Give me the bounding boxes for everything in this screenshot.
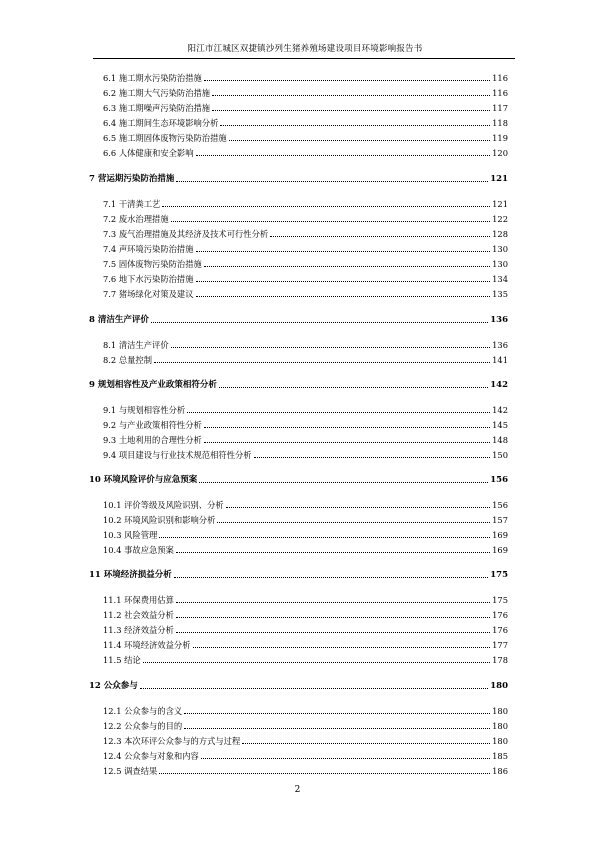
- toc-entry-page: 180: [492, 721, 508, 731]
- toc-dot-leader: [159, 773, 490, 774]
- toc-dot-leader: [212, 95, 490, 96]
- toc-section-entry[interactable]: [103, 607, 508, 621]
- toc-section-entry[interactable]: [103, 512, 508, 526]
- toc-entry-page: 136: [490, 315, 508, 325]
- toc-entry-label: 6.4 施工期间生态环境影响分析: [103, 118, 219, 128]
- toc-entry-page: 169: [492, 530, 508, 540]
- toc-entry-label: 7 营运期污染防治措施: [89, 174, 175, 184]
- toc-section-entry[interactable]: [103, 241, 508, 255]
- toc-section-entry[interactable]: [103, 256, 508, 270]
- toc-entry-page: 186: [492, 766, 508, 776]
- toc-section-entry[interactable]: [103, 703, 508, 717]
- toc-entry-label: 12.2 公众参与的目的: [103, 721, 183, 731]
- toc-entry-label: 10.2 环境风险识别和影响分析: [103, 515, 216, 525]
- page-number: 2: [294, 785, 301, 795]
- toc-entry-page: 177: [492, 640, 508, 650]
- toc-dot-leader: [219, 387, 488, 388]
- toc-entry-page: 176: [492, 610, 508, 620]
- toc-dot-leader: [159, 537, 490, 538]
- toc-section-entry[interactable]: [103, 226, 508, 240]
- toc-section-entry[interactable]: [103, 447, 508, 461]
- toc-entry-label: 12.4 公众参与对象和内容: [103, 751, 199, 761]
- toc-dot-leader: [171, 347, 491, 348]
- toc-section-entry[interactable]: [103, 337, 508, 351]
- toc-entry-page: 142: [492, 405, 508, 415]
- toc-entry-label: 6.3 施工期噪声污染防治措施: [103, 103, 211, 113]
- toc-dot-leader: [204, 266, 490, 267]
- toc-entry-page: 136: [492, 340, 508, 350]
- toc-chapter-entry[interactable]: [89, 567, 508, 581]
- toc-entry-label: 9.2 与产业政策相符性分析: [103, 420, 202, 430]
- toc-entry-label: 8.2 总量控制: [103, 355, 153, 365]
- toc-entry-page: 148: [492, 435, 508, 445]
- toc-section-entry[interactable]: [103, 286, 508, 300]
- toc-entry-page: 128: [492, 229, 508, 239]
- toc-section-entry[interactable]: [103, 196, 508, 210]
- toc-section-entry[interactable]: [103, 542, 508, 556]
- toc-dot-leader: [143, 662, 490, 663]
- toc-entry-page: 122: [492, 214, 508, 224]
- toc-entry-page: 117: [492, 103, 508, 113]
- toc-entry-page: 180: [492, 736, 508, 746]
- toc-entry-label: 10 环境风险评价与应急预案: [89, 475, 198, 485]
- toc-dot-leader: [226, 507, 490, 508]
- toc-entry-page: 145: [492, 420, 508, 430]
- toc-section-entry[interactable]: [103, 497, 508, 511]
- toc-entry-label: 11.4 环境经济效益分析: [103, 640, 191, 650]
- toc-section-entry[interactable]: [103, 718, 508, 732]
- toc-entry-label: 10.4 事故应急预案: [103, 545, 174, 555]
- toc-entry-label: 7.1 干清粪工艺: [103, 199, 161, 209]
- toc-dot-leader: [162, 206, 490, 207]
- toc-entry-page: 121: [490, 174, 508, 184]
- toc-entry-label: 8.1 清洁生产评价: [103, 340, 169, 350]
- toc-entry-page: 118: [492, 118, 508, 128]
- toc-entry-label: 12.1 公众参与的含义: [103, 706, 183, 716]
- toc-dot-leader: [220, 125, 490, 126]
- toc-entry-page: 116: [492, 73, 508, 83]
- toc-entry-label: 9.3 土地利用的合理性分析: [103, 435, 202, 445]
- toc-entry-label: 6.6 人体健康和安全影响: [103, 148, 194, 158]
- toc-section-entry[interactable]: [103, 763, 508, 777]
- toc-entry-page: 142: [490, 380, 508, 390]
- toc-dot-leader: [196, 296, 491, 297]
- toc-dot-leader: [196, 281, 491, 282]
- toc-entry-page: 120: [492, 148, 508, 158]
- toc-dot-leader: [184, 713, 490, 714]
- toc-entry-label: 12.3 本次环评公众参与的方式与过程: [103, 736, 241, 746]
- toc-dot-leader: [199, 482, 488, 483]
- toc-entry-label: 11.1 环保费用估算: [103, 595, 174, 605]
- toc-section-entry[interactable]: [103, 115, 508, 129]
- toc-dot-leader: [196, 155, 491, 156]
- toc-section-entry[interactable]: [103, 417, 508, 431]
- toc-dot-leader: [151, 322, 488, 323]
- toc-dot-leader: [204, 442, 490, 443]
- toc-entry-page: 175: [490, 570, 508, 580]
- toc-dot-leader: [174, 577, 488, 578]
- toc-entry-label: 7.6 地下水污染防治措施: [103, 274, 194, 284]
- toc-section-entry[interactable]: [103, 85, 508, 99]
- toc-entry-page: 156: [490, 475, 508, 485]
- toc-entry-label: 8 清洁生产评价: [89, 315, 149, 325]
- toc-entry-page: 180: [492, 706, 508, 716]
- toc-entry-label: 7.4 声环境污染防治措施: [103, 244, 194, 254]
- toc-entry-label: 12.5 调查结果: [103, 766, 158, 776]
- toc-section-entry[interactable]: [103, 733, 508, 747]
- toc-dot-leader: [229, 140, 490, 141]
- toc-entry-label: 11.5 结论: [103, 655, 141, 665]
- toc-dot-leader: [176, 181, 488, 182]
- toc-section-entry[interactable]: [103, 211, 508, 225]
- toc-section-entry[interactable]: [103, 527, 508, 541]
- toc-dot-leader: [176, 632, 490, 633]
- toc-dot-leader: [217, 522, 490, 523]
- toc-entry-label: 11 环境经济损益分析: [89, 570, 172, 580]
- toc-entry-page: 134: [492, 274, 508, 284]
- toc-entry-label: 11.2 社会效益分析: [103, 610, 174, 620]
- toc-chapter-entry[interactable]: [89, 312, 508, 326]
- toc-entry-page: 156: [492, 500, 508, 510]
- toc-entry-label: 10.3 风险管理: [103, 530, 158, 540]
- toc-section-entry[interactable]: [103, 748, 508, 762]
- toc-section-entry[interactable]: [103, 352, 508, 366]
- toc-section-entry[interactable]: [103, 652, 508, 666]
- toc-entry-label: 7.2 废水治理措施: [103, 214, 169, 224]
- toc-entry-page: 130: [492, 259, 508, 269]
- toc-entry-page: 141: [492, 355, 508, 365]
- toc-dot-leader: [176, 602, 490, 603]
- toc-section-entry[interactable]: [103, 130, 508, 144]
- toc-entry-label: 7.3 废气治理措施及其经济及技术可行性分析: [103, 229, 269, 239]
- toc-dot-leader: [204, 80, 490, 81]
- toc-dot-leader: [176, 617, 490, 618]
- toc-dot-leader: [171, 221, 491, 222]
- toc-entry-page: 185: [492, 751, 508, 761]
- toc-entry-label: 10.1 评价等级及风险识别、分析: [103, 500, 224, 510]
- toc-section-entry[interactable]: [103, 271, 508, 285]
- toc-dot-leader: [176, 552, 490, 553]
- toc-entry-label: 7.7 猪场绿化对策及建议: [103, 289, 194, 299]
- toc-entry-page: 169: [492, 545, 508, 555]
- toc-entry-label: 12 公众参与: [89, 681, 138, 691]
- toc-entry-page: 180: [490, 681, 508, 691]
- toc-dot-leader: [193, 647, 491, 648]
- toc-dot-leader: [196, 251, 491, 252]
- toc-chapter-entry[interactable]: [89, 171, 508, 185]
- toc-entry-label: 9 规划相容性及产业政策相符分析: [89, 380, 217, 390]
- toc-dot-leader: [212, 110, 490, 111]
- toc-section-entry[interactable]: [103, 70, 508, 84]
- toc-section-entry[interactable]: [103, 145, 508, 159]
- toc-entry-label: 6.2 施工期大气污染防治措施: [103, 88, 211, 98]
- toc-entry-label: 6.1 施工期水污染防治措施: [103, 73, 202, 83]
- toc-entry-page: 157: [492, 515, 508, 525]
- header-rule: [93, 58, 515, 59]
- toc-section-entry[interactable]: [103, 637, 508, 651]
- toc-dot-leader: [270, 236, 490, 237]
- toc-section-entry[interactable]: [103, 592, 508, 606]
- toc-entry-page: 178: [492, 655, 508, 665]
- toc-section-entry[interactable]: [103, 402, 508, 416]
- toc-entry-label: 9.4 项目建设与行业技术规范相符性分析: [103, 450, 252, 460]
- toc-entry-page: 175: [492, 595, 508, 605]
- toc-entry-page: 150: [492, 450, 508, 460]
- toc-dot-leader: [204, 427, 490, 428]
- toc-dot-leader: [140, 688, 488, 689]
- toc-entry-label: 9.1 与规划相容性分析: [103, 405, 186, 415]
- toc-entry-page: 119: [492, 133, 508, 143]
- toc-dot-leader: [201, 758, 490, 759]
- toc-entry-label: 11.3 经济效益分析: [103, 625, 174, 635]
- toc-chapter-entry[interactable]: [89, 472, 508, 486]
- toc-chapter-entry[interactable]: [89, 377, 508, 391]
- toc-entry-page: 116: [492, 88, 508, 98]
- toc-dot-leader: [187, 412, 490, 413]
- toc-section-entry[interactable]: [103, 100, 508, 114]
- toc-entry-page: 176: [492, 625, 508, 635]
- toc-dot-leader: [154, 362, 490, 363]
- toc-section-entry[interactable]: [103, 432, 508, 446]
- toc-entry-label: 7.5 固体废物污染防治措施: [103, 259, 202, 269]
- toc-entry-page: 121: [492, 199, 508, 209]
- toc-entry-page: 130: [492, 244, 508, 254]
- toc-dot-leader: [254, 457, 491, 458]
- running-header: 阳江市江城区双捷镇沙列生猪养殖场建设项目环境影响报告书: [187, 44, 423, 54]
- toc-dot-leader: [184, 728, 490, 729]
- toc-entry-label: 6.5 施工期固体废物污染防治措施: [103, 133, 227, 143]
- toc-section-entry[interactable]: [103, 622, 508, 636]
- toc-dot-leader: [242, 743, 490, 744]
- toc-entry-page: 135: [492, 289, 508, 299]
- toc-chapter-entry[interactable]: [89, 678, 508, 692]
